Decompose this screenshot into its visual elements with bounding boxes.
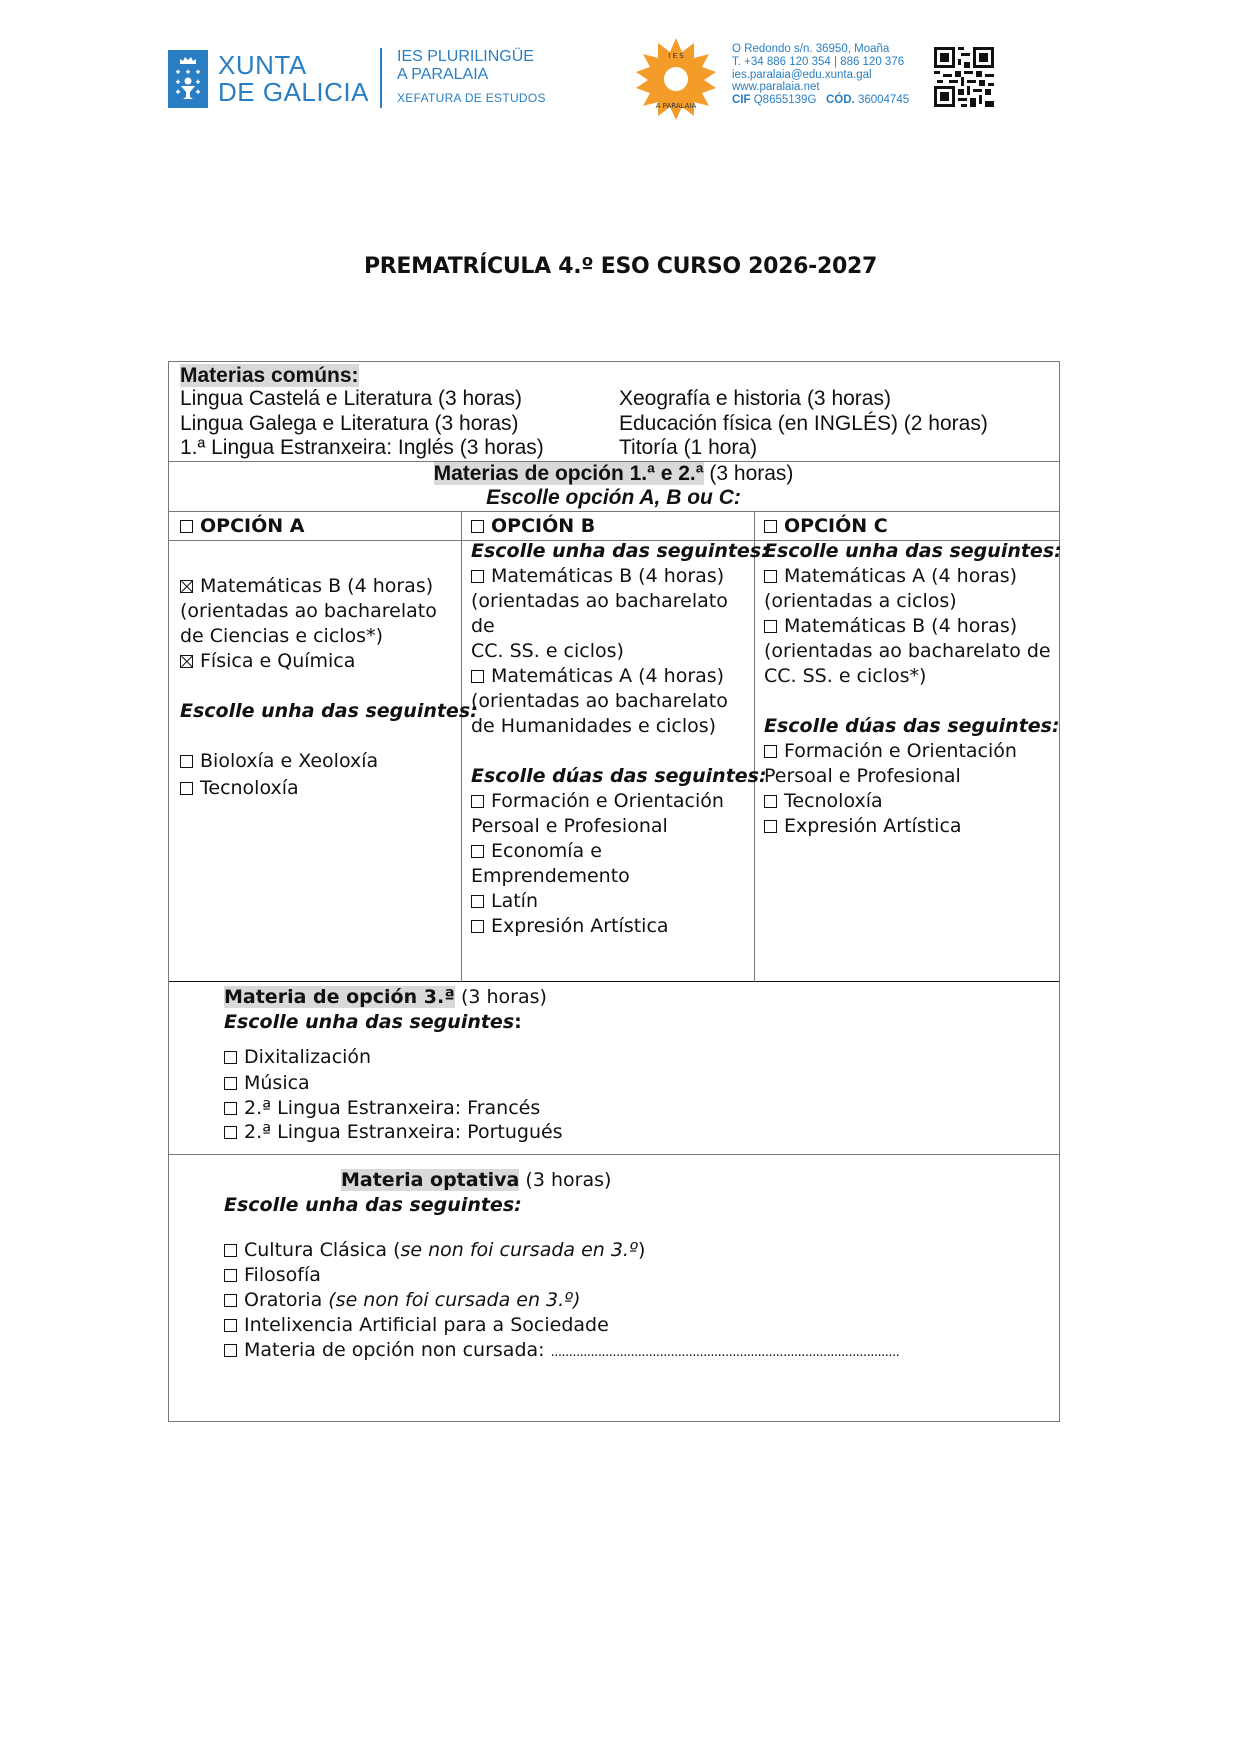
option-b-item-note: (orientadas ao bacharelato <box>471 690 728 712</box>
option-b-item[interactable] <box>471 914 669 939</box>
optativa-item-note: (se non foi cursada en 3.º) <box>328 1289 581 1311</box>
optativa-item-note: se non foi cursada en 3.º <box>400 1239 638 1261</box>
option-c-instruction: Escolle unha das seguintes: <box>764 540 1062 562</box>
checkbox-icon[interactable] <box>224 1126 237 1139</box>
enrolment-form-table <box>168 361 1060 1422</box>
school-name <box>397 48 546 108</box>
opcion3-colon: : <box>514 1011 522 1033</box>
option-b-item[interactable] <box>471 564 724 589</box>
option-b-item-note: Persoal e Profesional <box>471 815 668 837</box>
xunta-line2: DE GALICIA <box>218 77 369 107</box>
option-b-item[interactable] <box>471 789 724 814</box>
optativa-item[interactable] <box>224 1263 321 1288</box>
option-b-item-label: Matemáticas B (4 horas) <box>491 565 725 587</box>
checkbox-icon[interactable] <box>471 670 484 683</box>
checkbox-icon[interactable] <box>224 1077 237 1090</box>
optativa-item-label: Cultura Clásica ( <box>244 1239 401 1261</box>
option-c-item[interactable] <box>764 614 1017 639</box>
checkbox-icon[interactable] <box>471 845 484 858</box>
cif-label: CIF <box>732 94 751 107</box>
option-b-label: OPCIÓN B <box>491 515 596 537</box>
checkbox-icon[interactable] <box>224 1051 237 1064</box>
checkbox-icon[interactable] <box>224 1319 237 1332</box>
option-c-item[interactable] <box>764 739 1017 764</box>
option-c-item-label: Formación e Orientación <box>784 740 1017 762</box>
row-divider <box>169 1154 1059 1155</box>
opcion3-item[interactable] <box>224 1045 371 1070</box>
comun-subject: Xeografía e historia (3 horas) <box>619 387 891 410</box>
checkbox-icon[interactable] <box>764 570 777 583</box>
qr-code-icon <box>934 47 994 107</box>
school-department: XEFATURA DE ESTUDOS <box>397 91 546 105</box>
option-b-instruction: Escolle unha das seguintes: <box>471 540 769 562</box>
svg-text:A PARALAIA: A PARALAIA <box>655 102 697 110</box>
checkbox-icon[interactable] <box>471 795 484 808</box>
contact-phone: T. +34 886 120 354 | 886 120 376 <box>732 55 905 68</box>
option-c-item-note: Persoal e Profesional <box>764 765 961 787</box>
option-b-checkbox[interactable] <box>471 520 484 533</box>
optativa-item-label: Oratoria <box>244 1289 329 1311</box>
optativa-item[interactable] <box>224 1288 581 1313</box>
contact-block <box>732 43 909 107</box>
opcion3-instruction <box>224 1010 522 1035</box>
option-c-item-label: Matemáticas B (4 horas) <box>784 615 1018 637</box>
optativa-heading-text: Materia optativa <box>341 1169 520 1191</box>
option-c-item-note: (orientadas ao bacharelato de <box>764 640 1051 662</box>
checkbox-icon[interactable] <box>471 570 484 583</box>
opcion3-item-label: Dixitalización <box>244 1046 372 1068</box>
option-a-label: OPCIÓN A <box>200 515 305 537</box>
cod-label: CÓD. <box>826 94 855 107</box>
opcion3-heading <box>224 985 547 1010</box>
option-a-choice-label: Bioloxía e Xeoloxía <box>200 750 379 772</box>
school-line2: A PARALAIA <box>397 66 489 83</box>
checkbox-icon[interactable] <box>224 1102 237 1115</box>
optativa-item-label: Filosofía <box>244 1264 321 1286</box>
optativa-hours: (3 horas) <box>519 1169 612 1191</box>
opcion3-instruction-text: Escolle unha das seguintes <box>224 1011 515 1033</box>
cif-value: Q8655139G <box>753 94 817 107</box>
opcion3-item-label: 2.ª Lingua Estranxeira: Francés <box>244 1097 541 1119</box>
column-divider <box>754 511 755 982</box>
option-b-item-note: (orientadas ao bacharelato <box>471 590 728 612</box>
row-divider <box>169 981 1059 982</box>
comun-subject: 1.ª Lingua Estranxeira: Inglés (3 horas) <box>180 436 544 459</box>
checkbox-icon[interactable] <box>224 1244 237 1257</box>
option-a-item[interactable] <box>180 574 433 599</box>
option-c-item-note: (orientadas a ciclos) <box>764 590 957 612</box>
option-b-item-label: Latín <box>491 890 538 912</box>
option-a-choice[interactable] <box>180 749 378 774</box>
checkbox-icon[interactable] <box>764 820 777 833</box>
option-c-item[interactable] <box>764 789 883 814</box>
school-sun-logo-icon <box>636 38 716 120</box>
optativa-heading <box>341 1168 611 1193</box>
option-b-header[interactable] <box>471 514 595 539</box>
option-b-item-note: CC. SS. e ciclos) <box>471 640 624 662</box>
optativa-instruction: Escolle unha das seguintes: <box>224 1194 522 1216</box>
fill-in-line[interactable]: ................................................................................................ <box>550 1345 900 1360</box>
option-b-instruction: Escolle dúas das seguintes: <box>471 765 767 787</box>
option-a-choice-label: Tecnoloxía <box>200 777 299 799</box>
comuns-heading-text: Materias comúns: <box>180 364 359 387</box>
optativa-item-label: Intelixencia Artificial para a Sociedade <box>244 1314 609 1336</box>
optativa-item[interactable] <box>224 1238 645 1263</box>
option-a-item-label: Matemáticas B (4 horas) <box>200 575 434 597</box>
opcion12-heading-text: Materias de opción 1.ª e 2.ª <box>433 462 704 485</box>
opcion3-item[interactable] <box>224 1120 563 1145</box>
optativa-item[interactable] <box>224 1313 609 1338</box>
checkbox-icon[interactable] <box>224 1344 237 1357</box>
option-a-item-note: (orientadas ao bacharelato <box>180 600 437 622</box>
checkbox-icon[interactable] <box>224 1269 237 1282</box>
opcion3-item-label: 2.ª Lingua Estranxeira: Portugués <box>244 1121 563 1143</box>
xunta-shield-icon <box>168 50 208 108</box>
option-a-item-note: de Ciencias e ciclos*) <box>180 625 383 647</box>
svg-text:I E S: I E S <box>668 52 684 60</box>
comuns-heading <box>180 364 359 389</box>
option-a-header[interactable] <box>180 514 304 539</box>
checkbox-icon[interactable] <box>471 895 484 908</box>
checked-checkbox-icon[interactable] <box>180 580 193 593</box>
option-a-choice[interactable] <box>180 776 299 801</box>
opcion12-hours: (3 horas) <box>703 462 794 485</box>
opcion12-heading <box>169 462 1058 487</box>
row-divider <box>169 511 1059 512</box>
checkbox-icon[interactable] <box>224 1294 237 1307</box>
option-b-item-label: Expresión Artística <box>491 915 669 937</box>
school-line1: IES PLURILINGÜE <box>397 48 534 65</box>
option-c-instruction: Escolle dúas das seguintes: <box>764 715 1060 737</box>
option-c-item-label: Tecnoloxía <box>784 790 883 812</box>
xunta-logo-text <box>218 52 369 106</box>
option-b-item[interactable] <box>471 664 724 689</box>
optativa-item[interactable] <box>224 1338 899 1365</box>
contact-web: www.paralaia.net <box>732 81 820 94</box>
option-c-item-label: Expresión Artística <box>784 815 962 837</box>
option-b-item-label: Formación e Orientación <box>491 790 724 812</box>
opcion3-item-label: Música <box>244 1072 310 1094</box>
checkbox-icon[interactable] <box>764 795 777 808</box>
option-b-item-note: de Humanidades e ciclos) <box>471 715 717 737</box>
optativa-item-label: Materia de opción non cursada: <box>244 1339 551 1361</box>
opcion12-instruction: Escolle opción A, B ou C: <box>486 486 741 509</box>
comun-subject: Titoría (1 hora) <box>619 436 758 459</box>
cod-value: 36004745 <box>857 94 910 107</box>
option-b-item-note: Emprendemento <box>471 865 630 887</box>
contact-address: O Redondo s/n. 36950, Moaña <box>732 43 890 55</box>
checked-checkbox-icon[interactable] <box>180 655 193 668</box>
option-b-item-label: Economía e <box>491 840 602 862</box>
opcion3-item[interactable] <box>224 1071 310 1096</box>
option-b-item[interactable] <box>471 839 602 864</box>
page-title: PREMATRÍCULA 4.º ESO CURSO 2026-2027 <box>363 254 878 279</box>
option-c-checkbox[interactable] <box>764 520 777 533</box>
option-c-item[interactable] <box>764 564 1017 589</box>
contact-ids <box>732 94 909 107</box>
option-a-checkbox[interactable] <box>180 520 193 533</box>
option-b-item[interactable] <box>471 889 538 914</box>
option-c-item[interactable] <box>764 814 962 839</box>
checkbox-icon[interactable] <box>764 745 777 758</box>
opcion3-heading-text: Materia de opción 3.ª <box>224 986 455 1008</box>
comun-subject: Educación física (en INGLÉS) (2 horas) <box>619 411 988 435</box>
option-a-instruction: Escolle unha das seguintes: <box>180 700 478 722</box>
comun-subject: Lingua Castelá e Literatura (3 horas) <box>180 387 523 410</box>
option-c-item-note: CC. SS. e ciclos*) <box>764 665 927 687</box>
checkbox-icon[interactable] <box>471 920 484 933</box>
option-c-item-label: Matemáticas A (4 horas) <box>784 565 1018 587</box>
option-b-item-note: de <box>471 615 495 637</box>
optativa-item-close: ) <box>637 1239 646 1261</box>
logo-divider <box>380 48 382 108</box>
checkbox-icon[interactable] <box>180 755 193 768</box>
comun-subject: Lingua Galega e Literatura (3 horas) <box>180 411 519 435</box>
checkbox-icon[interactable] <box>180 782 193 795</box>
option-a-item[interactable] <box>180 649 355 674</box>
opcion3-hours: (3 horas) <box>454 986 547 1008</box>
option-c-label: OPCIÓN C <box>784 515 888 537</box>
column-divider <box>461 511 462 982</box>
option-b-item-label: Matemáticas A (4 horas) <box>491 665 725 687</box>
option-c-header[interactable] <box>764 514 888 539</box>
opcion3-item[interactable] <box>224 1096 540 1121</box>
xunta-line1: XUNTA <box>218 50 307 80</box>
option-a-item-label: Física e Química <box>200 650 356 672</box>
checkbox-icon[interactable] <box>764 620 777 633</box>
contact-email: ies.paralaia@edu.xunta.gal <box>732 68 872 81</box>
